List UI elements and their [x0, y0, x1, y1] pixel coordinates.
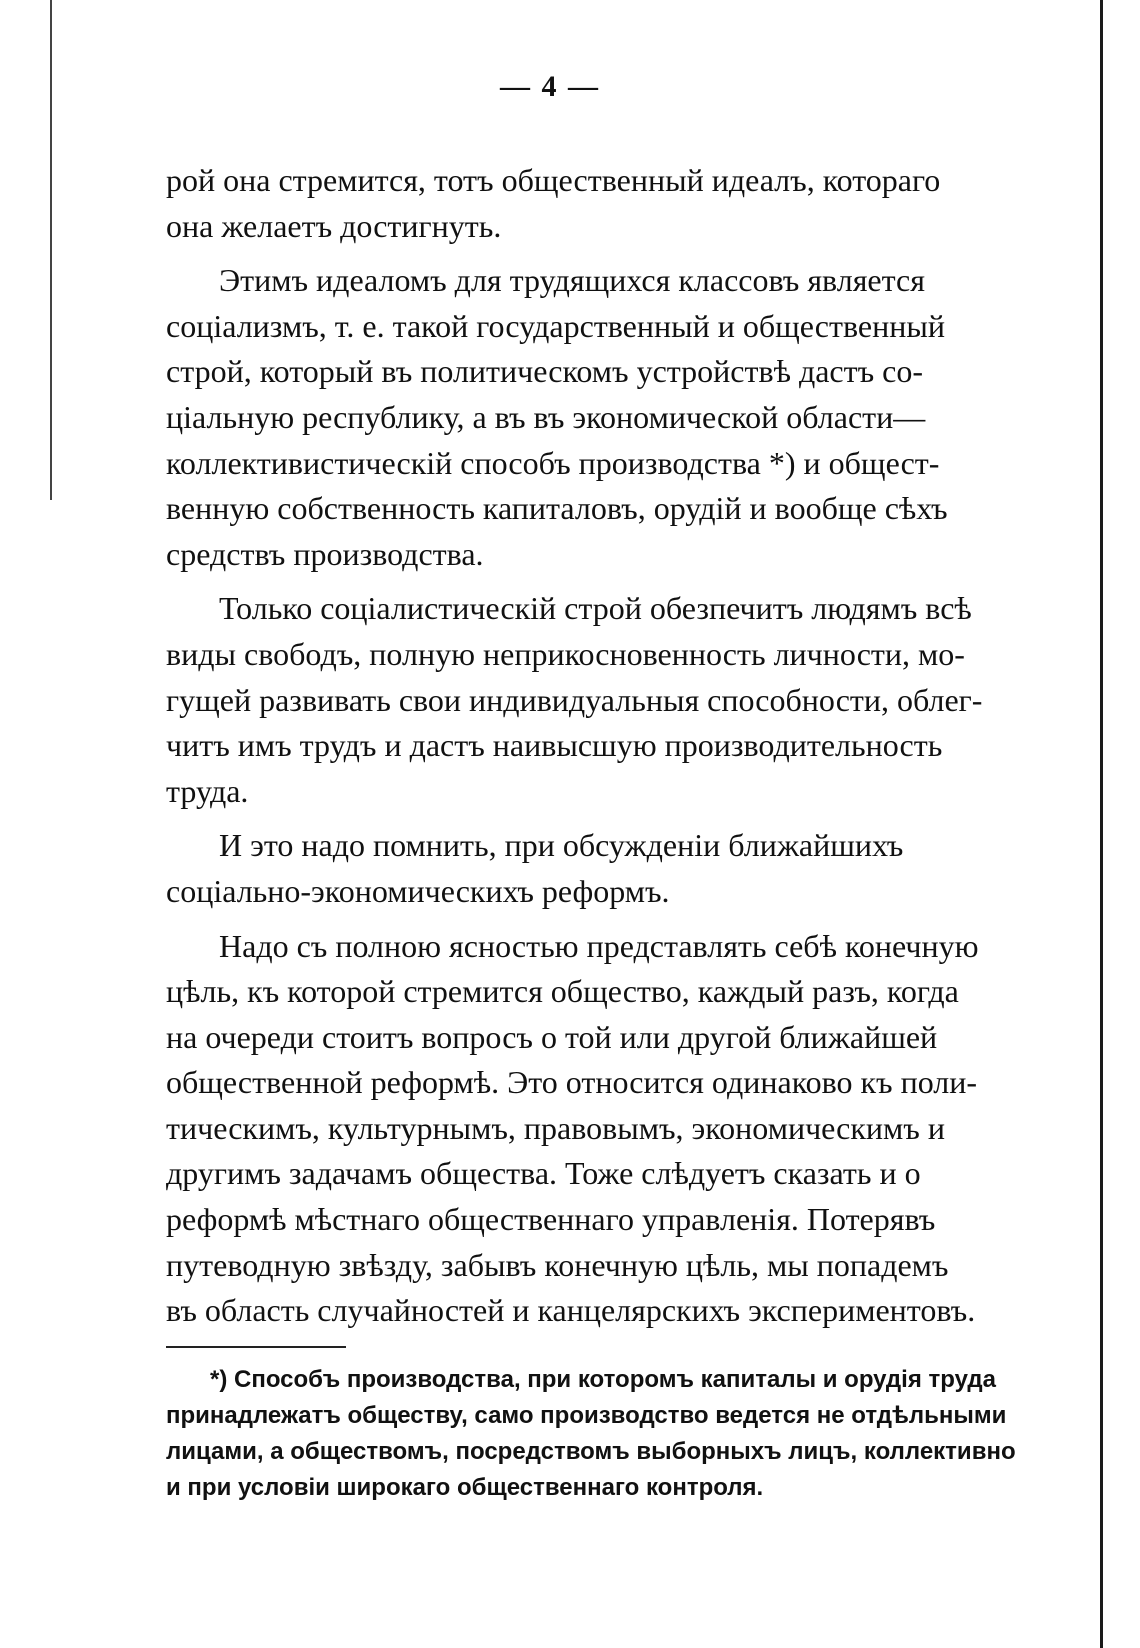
- text-line: средствъ производства.: [166, 535, 484, 572]
- text-line: Только соціалистическій строй обезпечитъ людямъ всѣ: [219, 590, 972, 627]
- text-line: венную собственность капиталовъ, орудій и вообще сѣхъ: [166, 490, 948, 527]
- text-line: гущей развивать свои индивидуальныя способности, облег-: [166, 681, 983, 718]
- text-line: она желаетъ достигнуть.: [166, 207, 502, 244]
- text-line: строй, который въ политическомъ устройствѣ дастъ со-: [166, 353, 924, 390]
- text-line: коллективистическій способъ производства *) и общест-: [166, 444, 940, 481]
- text-line: общественной реформѣ. Это относится одинаково къ поли-: [166, 1064, 978, 1101]
- footnote-separator: [166, 1346, 346, 1348]
- page-number: — 4 —: [500, 70, 600, 103]
- text-line: рой она стремится, тотъ общественный идеалъ, котораго: [166, 162, 941, 198]
- text-line: читъ имъ трудъ и дастъ наивысшую производительность: [166, 727, 943, 764]
- text-line: соціализмъ, т. е. такой государственный и общественный: [166, 307, 945, 344]
- text-line: въ область случайностей и канцелярскихъ экспериментовъ.: [166, 1292, 976, 1329]
- text-line: реформѣ мѣстнаго общественнаго управленія. Потерявъ: [166, 1201, 936, 1238]
- text-line: Надо съ полною ясностью представлять себѣ конечную: [219, 927, 979, 964]
- text-line: путеводную звѣзду, забывъ конечную цѣль, мы попадемъ: [166, 1246, 949, 1283]
- text-line: труда.: [166, 772, 249, 809]
- paragraph-4: [166, 823, 1100, 914]
- text-line: ціальную республику, а въ въ экономической области—: [166, 398, 926, 435]
- text-line: цѣль, къ которой стремится общество, каждый разъ, когда: [166, 973, 959, 1010]
- paragraph-3: [166, 586, 1100, 814]
- paragraph-1: [166, 158, 1100, 249]
- footnote-line: и при условіи широкаго общественнаго контроля.: [166, 1474, 764, 1501]
- paragraph-5: [166, 924, 1100, 1334]
- text-line: тическимъ, культурнымъ, правовымъ, экономическимъ и: [166, 1109, 945, 1146]
- footnote-line: *) Способъ производства, при которомъ капиталы и орудія труда: [210, 1366, 996, 1393]
- text-line: соціально-экономическихъ реформъ.: [166, 872, 670, 909]
- main-text: [166, 158, 1100, 1334]
- paragraph-2: [166, 258, 1100, 577]
- text-line: И это надо помнить, при обсужденіи ближайшихъ: [219, 827, 904, 864]
- footnote-line: лицами, а обществомъ, посредствомъ выборныхъ лицъ, коллективно: [166, 1438, 1016, 1465]
- footnote-line: принадлежатъ обществу, само производство ведется не отдѣльными: [166, 1402, 1007, 1429]
- page-right-edge-shadow: [1100, 0, 1103, 1648]
- text-line: на очереди стоитъ вопросъ о той или другой ближайшей: [166, 1018, 938, 1055]
- text-line: виды свободъ, полную неприкосновенность личности, мо-: [166, 635, 965, 672]
- text-line: другимъ задачамъ общества. Тоже слѣдуетъ сказать и о: [166, 1155, 921, 1192]
- footnote: [166, 1362, 1100, 1506]
- text-line: Этимъ идеаломъ для трудящихся классовъ является: [219, 262, 925, 299]
